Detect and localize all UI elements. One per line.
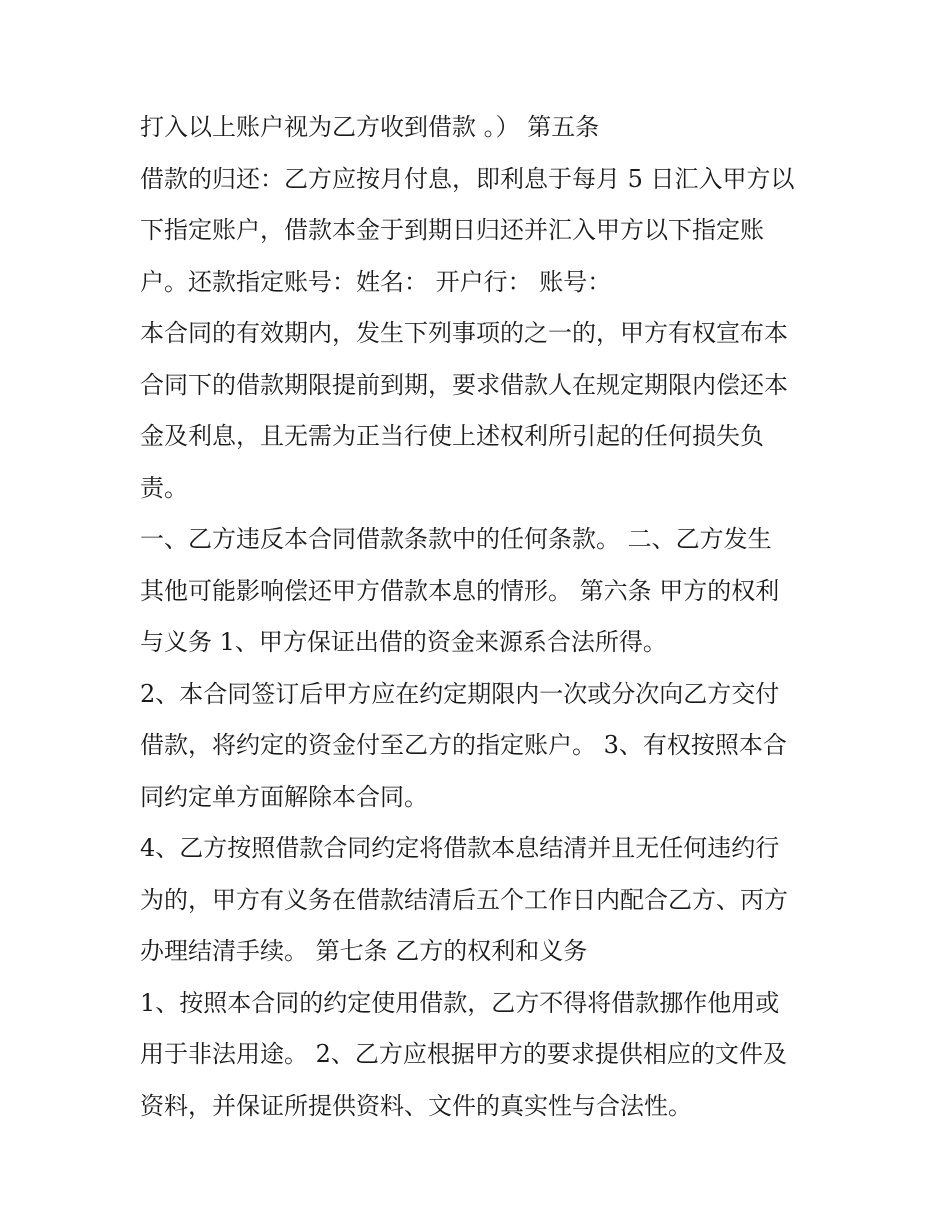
text-line: 责。 (140, 473, 188, 502)
text-line: 一、乙方违反本合同借款条款中的任何条款。 二、乙方发生 (140, 525, 772, 553)
text-line: 其他可能影响偿还甲方借款本息的情形。 第六条 甲方的权利 (140, 576, 780, 605)
text-line: 1、按照本合同的约定使用借款，乙方不得将借款挪作他用或 (140, 988, 780, 1017)
text-line: 2、本合同签订后甲方应在约定期限内一次或分次向乙方交付 (140, 679, 780, 708)
text-line: 户。还款指定账号：姓名： 开户行： 账号： (140, 267, 612, 296)
text-line: 用于非法用途。 2、乙方应根据甲方的要求提供相应的文件及 (140, 1040, 787, 1068)
text-line: 打入以上账户视为乙方收到借款 。） 第五条 (140, 113, 600, 141)
text-line: 为的，甲方有义务在借款结清后五个工作日内配合乙方、丙方 (140, 885, 788, 914)
text-line: 借款的归还：乙方应按月付息，即利息于每月 5 日汇入甲方以 (140, 164, 795, 193)
text-line: 与义务 1、甲方保证出借的资金来源系合法所得。 (140, 628, 667, 656)
text-line: 下指定账户，借款本金于到期日归还并汇入甲方以下指定账 (140, 216, 764, 244)
text-line: 合同下的借款期限提前到期，要求借款人在规定期限内偿还本 (140, 370, 788, 399)
text-line: 资料，并保证所提供资料、文件的真实性与合法性。 (140, 1091, 692, 1120)
text-line: 4、乙方按照借款合同约定将借款本息结清并且无任何违约行 (140, 834, 780, 862)
text-line: 本合同的有效期内，发生下列事项的之一的，甲方有权宣布本 (140, 319, 788, 347)
text-line: 办理结清手续。 第七条 乙方的权利和义务 (140, 937, 588, 965)
text-line: 金及利息，且无需为正当行使上述权利所引起的任何损失负 (140, 422, 764, 450)
text-line: 借款，将约定的资金付至乙方的指定账户。 3、有权按照本合 (140, 731, 787, 759)
text-line: 同约定单方面解除本合同。 (140, 782, 428, 811)
document-body (140, 102, 830, 1132)
